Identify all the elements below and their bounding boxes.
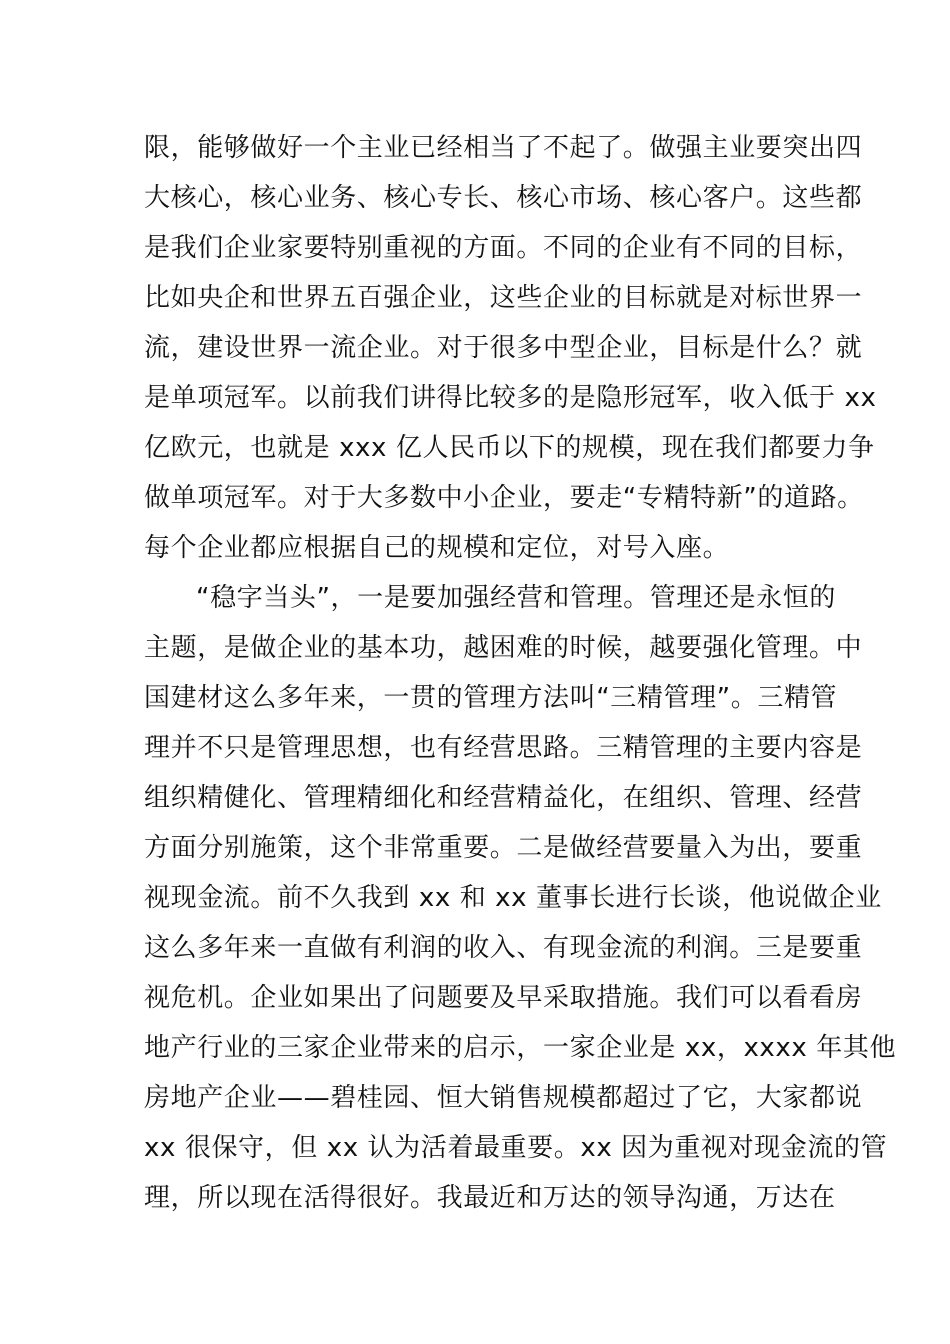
text-line: 国建材这么多年来，一贯的管理方法叫“三精管理”。三精管 [144,683,838,713]
text-line: 是单项冠军。以前我们讲得比较多的是隐形冠军，收入低于 xx [144,383,877,413]
text-line: 亿欧元，也就是 xxx 亿人民币以下的规模，现在我们都要力争 [144,433,875,463]
paragraph-first-line: “稳字当头”，一是要加强经营和管理。管理还是永恒的 [196,583,836,613]
text-line: 限，能够做好一个主业已经相当了不起了。做强主业要突出四 [144,133,863,163]
text-line: 主题，是做企业的基本功，越困难的时候，越要强化管理。中 [144,633,863,663]
text-line: xx 很保守，但 xx 认为活着最重要。xx 因为重视对现金流的管 [144,1133,888,1163]
text-line: 做单项冠军。对于大多数中小企业，要走“专精特新”的道路。 [144,483,864,513]
text-line: 每个企业都应根据自己的规模和定位，对号入座。 [144,533,730,563]
text-line: 大核心，核心业务、核心专长、核心市场、核心客户。这些都 [144,183,863,213]
text-line: 理，所以现在活得很好。我最近和万达的领导沟通，万达在 [144,1183,836,1213]
text-line: 比如央企和世界五百强企业，这些企业的目标就是对标世界一 [144,283,863,313]
text-line: 是我们企业家要特别重视的方面。不同的企业有不同的目标， [144,233,863,263]
text-line: 视现金流。前不久我到 xx 和 xx 董事长进行长谈，他说做企业 [144,883,882,913]
text-line: 方面分别施策，这个非常重要。二是做经营要量入为出，要重 [144,833,863,863]
text-line: 理并不只是管理思想，也有经营思路。三精管理的主要内容是 [144,733,863,763]
text-line: 这么多年来一直做有利润的收入、有现金流的利润。三是要重 [144,933,863,963]
text-line: 组织精健化、管理精细化和经营精益化，在组织、管理、经营 [144,783,863,813]
text-line: 流，建设世界一流企业。对于很多中型企业，目标是什么？就 [144,333,863,363]
text-line: 视危机。企业如果出了问题要及早采取措施。我们可以看看房 [144,983,863,1013]
text-line: 房地产企业——碧桂园、恒大销售规模都超过了它，大家都说 [144,1083,863,1113]
text-line: 地产行业的三家企业带来的启示，一家企业是 xx，xxxx 年其他 [144,1033,897,1063]
